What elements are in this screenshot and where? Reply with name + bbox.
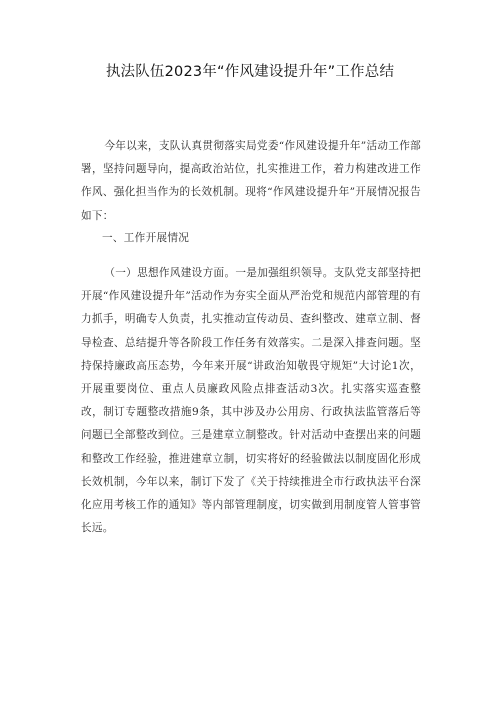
section-heading: 一、工作开展情况 (102, 232, 190, 244)
intro-section (81, 135, 421, 228)
intro-paragraph: 今年以来，支队认真贯彻落实局党委“作风建设提升年”活动工作部署，坚持问题导向，提高政治站位，扎实推进工作，着力构建改进工作作风、强化担当作为的长效机制。现将“作风建设提升年”开展情况报告如下： (81, 140, 421, 222)
section-paragraph: （一）思想作风建设方面。一是加强组织领导。支队党支部坚持把开展“作风建设提升年”活动作为夯实全面从严治党和规范内部管理的有力抓手，明确专人负责，扎实推动宣传动员、查纠整改、建章立制、督导检查、总结提升等各阶段工作任务有效落实。二是深入排查问题。坚持保持廉政高压态势，今年来开展“讲政治知敬畏守规矩”大讨论1次，开展重要岗位、重点人员廉政风险点排查活动3次。扎实落实巡查整改，制订专题整改措施9条，其中涉及办公用房、行政执法监管落后等问题已全部整改到位。三是建章立制整改。针对活动中查摆出来的问题和整改工作经验，推进建章立制，切实将好的经验做法以制度固化形成长效机制，今年以来，制订下发了《关于持续推进全市行政执法平台深化应用考核工作的通知》等内部管理制度，切实做到用制度管人管事管长远。 (81, 267, 421, 535)
document-title: 执法队伍2023年“作风建设提升年”工作总结 (105, 64, 395, 80)
work-section (81, 262, 421, 540)
